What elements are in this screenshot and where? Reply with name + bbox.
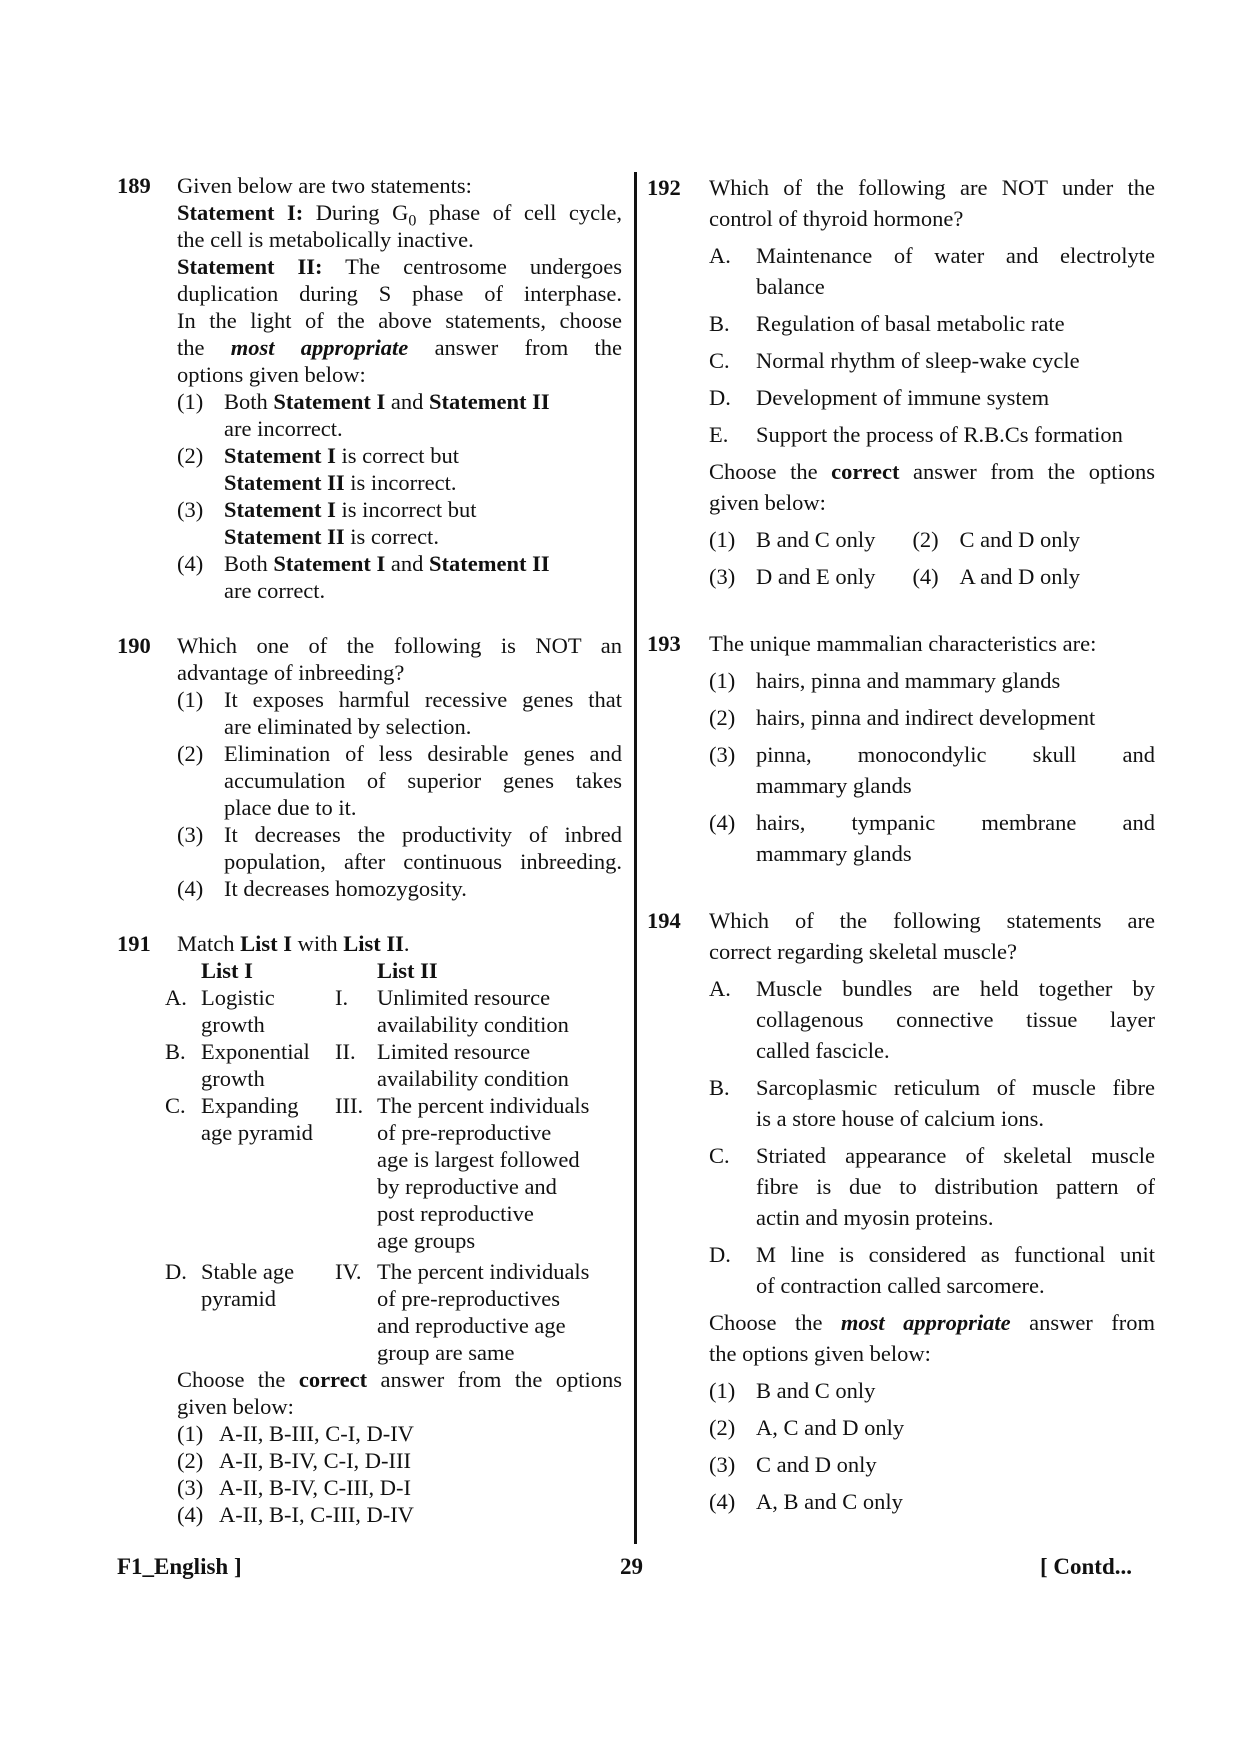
item-letter: C.: [709, 348, 730, 373]
question-190: [117, 632, 622, 902]
item-letter: B.: [709, 1075, 730, 1100]
option-3: [177, 1474, 622, 1501]
choose-prompt: [709, 1307, 1155, 1369]
question-number: 189: [117, 173, 151, 198]
option-4: [912, 561, 1155, 592]
option-1: [177, 388, 622, 442]
option-text: is incorrect.: [350, 470, 457, 495]
option-text: It decreases homozygosity.: [224, 876, 467, 901]
option-text: D and E only: [756, 564, 876, 589]
question-text: Which one of the following is NOT an: [177, 633, 622, 658]
item-letter: A.: [709, 243, 731, 268]
item-c: [709, 1140, 1155, 1233]
list-1-line: Exponential: [201, 1039, 310, 1064]
question-text-part: Match: [177, 931, 235, 956]
item-text: M line is considered as functional unit: [756, 1242, 1155, 1267]
option-4: [177, 875, 622, 902]
option-1: [709, 1375, 1155, 1406]
question-intro: Given below are two statements:: [177, 173, 472, 198]
prompt-line: options given below:: [177, 362, 366, 387]
list-2-line: Unlimited resource: [377, 985, 551, 1010]
list-2-header: List II: [377, 958, 438, 983]
choose-text: Choose the: [709, 1310, 823, 1335]
option-text: hairs, pinna and mammary glands: [756, 668, 1061, 693]
option-number: (1): [177, 687, 204, 712]
choose-line: [709, 1307, 1155, 1338]
item-letter: D.: [709, 385, 731, 410]
choose-text: answer from: [1029, 1310, 1155, 1335]
list-2-line: by reproductive and: [377, 1174, 557, 1199]
question-text: [177, 930, 622, 957]
choose-prompt: [709, 456, 1155, 518]
list-2-item: [377, 1038, 617, 1092]
option-text: B and C only: [756, 1378, 876, 1403]
list-2-line: The percent individuals: [377, 1093, 590, 1118]
choose-line: [709, 456, 1155, 487]
option-text: A and D only: [959, 564, 1081, 589]
option-text: B and C only: [756, 527, 876, 552]
option-text: It exposes harmful recessive genes that: [224, 687, 622, 712]
statement-2-line2: duplication during S phase of interphase.: [177, 281, 622, 306]
subscript: 0: [408, 212, 417, 230]
item-letter: D.: [709, 1242, 731, 1267]
row-label: B.: [165, 1039, 186, 1064]
option-number: (3): [177, 497, 204, 522]
list-2-line: availability condition: [377, 1012, 569, 1037]
option-number: (3): [709, 1452, 736, 1477]
item-b: [709, 308, 1155, 339]
item-letter: A.: [709, 976, 731, 1001]
question-192: [647, 172, 1155, 592]
question-number: 194: [647, 908, 681, 933]
option-3: [709, 561, 912, 592]
row-label: D.: [165, 1259, 187, 1284]
item-text: fibre is due to distribution pattern of: [756, 1174, 1155, 1199]
roman-numeral: I.: [335, 985, 349, 1010]
item-letter: E.: [709, 422, 729, 447]
option-number: (2): [177, 1448, 204, 1473]
option-number: (3): [177, 822, 204, 847]
option-number: (3): [177, 1475, 204, 1500]
option-bold: Statement II: [224, 524, 345, 549]
list-1-line: Expanding: [201, 1093, 299, 1118]
match-row: [165, 984, 625, 1038]
option-1: [177, 1420, 622, 1447]
choose-text: Choose the: [709, 459, 818, 484]
choose-bold: correct: [831, 459, 900, 484]
list-2-line: availability condition: [377, 1066, 569, 1091]
match-row: [165, 1038, 625, 1092]
option-number: (2): [709, 705, 736, 730]
item-text: collagenous connective tissue layer: [756, 1007, 1155, 1032]
item-text: balance: [756, 274, 825, 299]
option-number: (4): [709, 1489, 736, 1514]
question-189: [117, 172, 622, 604]
option-1: [709, 524, 912, 555]
list-1-header: List I: [201, 958, 253, 983]
option-text: is incorrect but: [341, 497, 477, 522]
option-text: C and D only: [959, 527, 1081, 552]
option-4: [709, 1486, 1155, 1517]
option-text: A-II, B-IV, C-I, D-III: [219, 1448, 412, 1473]
item-b: [709, 1072, 1155, 1134]
options-row: [709, 561, 1155, 592]
question-bold: List I: [240, 931, 292, 956]
question-text: correct regarding skeletal muscle?: [709, 939, 1017, 964]
option-bold: Statement I: [224, 443, 336, 468]
item-text: Maintenance of water and electrolyte: [756, 243, 1155, 268]
list-1-item: [201, 1258, 335, 1366]
question-text: Which of the following statements are: [709, 908, 1155, 933]
list-1-item: [201, 1038, 335, 1092]
match-row: [165, 1258, 625, 1366]
question-text: Which of the following are NOT under the: [709, 175, 1155, 200]
option-2: [177, 740, 622, 821]
question-number: 191: [117, 931, 151, 956]
option-text: accumulation of superior genes takes: [224, 768, 622, 793]
option-text: pinna, monocondylic skull and: [756, 742, 1155, 767]
column-divider: [634, 172, 637, 1544]
prompt-line: In the light of the above statements, choose: [177, 308, 622, 333]
option-text: mammary glands: [756, 773, 912, 798]
option-text: are incorrect.: [224, 416, 343, 441]
list-1-item: [201, 1092, 335, 1254]
option-text: Both: [224, 551, 268, 576]
statement-label: Statement II:: [177, 254, 323, 279]
option-text: Elimination of less desirable genes and: [224, 741, 622, 766]
choose-line: given below:: [177, 1394, 294, 1419]
item-e: [709, 419, 1155, 450]
option-text: and: [390, 389, 424, 414]
item-text: of contraction called sarcomere.: [756, 1273, 1045, 1298]
option-text: mammary glands: [756, 841, 912, 866]
option-text: A, B and C only: [756, 1489, 903, 1514]
roman-numeral: II.: [335, 1039, 356, 1064]
list-2-line: The percent individuals: [377, 1259, 590, 1284]
option-number: (4): [709, 810, 736, 835]
match-row: [165, 1092, 625, 1254]
option-text: A-II, B-IV, C-III, D-I: [219, 1475, 412, 1500]
emphasis: most appropriate: [230, 335, 409, 360]
list-2-line: Limited resource: [377, 1039, 531, 1064]
question-194: [647, 905, 1155, 1517]
question-text-part: .: [403, 931, 410, 956]
emphasis: most appropriate: [840, 1310, 1011, 1335]
item-text: is a store house of calcium ions.: [756, 1106, 1045, 1131]
option-number: (2): [177, 741, 204, 766]
option-text: is correct.: [350, 524, 439, 549]
item-text: Regulation of basal metabolic rate: [756, 311, 1065, 336]
list-2-line: of pre-reproductive: [377, 1120, 552, 1145]
match-table: [165, 957, 625, 1366]
option-number: (1): [709, 1378, 736, 1403]
item-d: [709, 382, 1155, 413]
list-2-line: of pre-reproductives: [377, 1286, 561, 1311]
question-text-part: with: [297, 931, 338, 956]
page-number: 29: [620, 1554, 643, 1579]
option-3: [709, 1449, 1155, 1480]
roman-numeral: III.: [335, 1093, 364, 1118]
option-3: [177, 496, 622, 550]
option-text: A-II, B-III, C-I, D-IV: [219, 1421, 414, 1446]
item-letter: C.: [709, 1143, 730, 1168]
statement-label: Statement I:: [177, 200, 304, 225]
option-text: A, C and D only: [756, 1415, 905, 1440]
option-number: (2): [177, 443, 204, 468]
item-d: [709, 1239, 1155, 1301]
option-bold: Statement II: [224, 470, 345, 495]
list-2-line: post reproductive: [377, 1201, 534, 1226]
item-text: Striated appearance of skeletal muscle: [756, 1143, 1155, 1168]
option-1: [709, 665, 1155, 696]
item-letter: B.: [709, 311, 730, 336]
option-2: [709, 702, 1155, 733]
question-text: advantage of inbreeding?: [177, 660, 405, 685]
list-1-line: age pyramid: [201, 1120, 313, 1145]
prompt-line: [177, 334, 622, 361]
list-1-line: growth: [201, 1012, 265, 1037]
question-text: The unique mammalian characteristics are:: [709, 631, 1097, 656]
choose-line: given below:: [709, 490, 826, 515]
item-c: [709, 345, 1155, 376]
option-number: (1): [709, 668, 736, 693]
statement-text: The centrosome undergoes: [345, 254, 622, 279]
option-2: [177, 1447, 622, 1474]
statement-1: [177, 199, 622, 230]
option-3: [709, 739, 1155, 801]
item-text: called fascicle.: [756, 1038, 890, 1063]
row-label: C.: [165, 1093, 186, 1118]
option-4: [709, 807, 1155, 869]
option-text: Both: [224, 389, 268, 414]
list-2-line: group are same: [377, 1340, 515, 1365]
option-text: population, after continuous inbreeding.: [224, 849, 622, 874]
item-text: actin and myosin proteins.: [756, 1205, 994, 1230]
option-bold: Statement I: [273, 389, 386, 414]
option-text: are correct.: [224, 578, 326, 603]
option-number: (4): [177, 1502, 204, 1527]
question-191: [117, 930, 622, 1528]
question-193: [647, 628, 1155, 869]
item-text: Development of immune system: [756, 385, 1050, 410]
option-number: (1): [177, 389, 204, 414]
question-number: 190: [117, 633, 151, 658]
option-text: place due to it.: [224, 795, 357, 820]
choose-bold: correct: [298, 1367, 368, 1392]
statement-1-line2: the cell is metabolically inactive.: [177, 227, 474, 252]
option-bold: Statement I: [224, 497, 336, 522]
statement-2: [177, 253, 622, 280]
prompt-text: the: [177, 335, 205, 360]
option-text: C and D only: [756, 1452, 877, 1477]
statement-text: phase of cell cycle,: [428, 200, 622, 225]
match-header: [165, 957, 625, 984]
list-1-line: pyramid: [201, 1286, 276, 1311]
list-1-line: growth: [201, 1066, 265, 1091]
list-1-item: [201, 984, 335, 1038]
question-text: control of thyroid hormone?: [709, 206, 964, 231]
roman-numeral: IV.: [335, 1259, 362, 1284]
option-text: is correct but: [341, 443, 459, 468]
option-number: (1): [709, 527, 736, 552]
option-number: (3): [709, 564, 736, 589]
choose-line: [177, 1366, 622, 1393]
item-text: Normal rhythm of sleep-wake cycle: [756, 348, 1080, 373]
item-a: [709, 973, 1155, 1066]
choose-text: answer from the options: [913, 459, 1156, 484]
option-1: [177, 686, 622, 740]
list-2-line: age groups: [377, 1228, 476, 1253]
choose-text: answer from the options: [380, 1367, 622, 1392]
options-row: [709, 524, 1155, 555]
list-2-line: age is largest followed: [377, 1147, 580, 1172]
option-text: hairs, pinna and indirect development: [756, 705, 1096, 730]
option-text: It decreases the productivity of inbred: [224, 822, 622, 847]
option-2: [709, 1412, 1155, 1443]
option-number: (3): [709, 742, 736, 767]
option-number: (2): [912, 527, 939, 552]
choose-line: the options given below:: [709, 1341, 931, 1366]
list-2-item: [377, 1258, 617, 1366]
row-label: A.: [165, 985, 187, 1010]
option-3: [177, 821, 622, 875]
statement-text: During G: [315, 200, 409, 225]
list-2-item: [377, 984, 617, 1038]
option-text: and: [390, 551, 424, 576]
option-number: (2): [709, 1415, 736, 1440]
left-column: [117, 172, 622, 1528]
option-2: [177, 442, 622, 496]
right-column: [647, 172, 1155, 1517]
option-text: are eliminated by selection.: [224, 714, 472, 739]
list-1-line: Logistic: [201, 985, 275, 1010]
item-text: Sarcoplasmic reticulum of muscle fibre: [756, 1075, 1155, 1100]
option-number: (1): [177, 1421, 204, 1446]
item-a: [709, 240, 1155, 302]
footer-right: [ Contd...: [1040, 1554, 1133, 1579]
footer-left: F1_English ]: [117, 1554, 242, 1579]
option-text: hairs, tympanic membrane and: [756, 810, 1155, 835]
option-bold: Statement II: [429, 389, 550, 414]
list-1-line: Stable age: [201, 1259, 295, 1284]
option-text: A-II, B-I, C-III, D-IV: [219, 1502, 414, 1527]
choose-text: Choose the: [177, 1367, 286, 1392]
list-2-line: and reproductive age: [377, 1313, 566, 1338]
option-4: [177, 550, 622, 604]
option-number: (4): [177, 876, 204, 901]
list-2-item: [377, 1092, 617, 1254]
option-number: (4): [912, 564, 939, 589]
item-text: Support the process of R.B.Cs formation: [756, 422, 1123, 447]
option-2: [912, 524, 1155, 555]
item-text: Muscle bundles are held together by: [756, 976, 1155, 1001]
question-number: 193: [647, 631, 681, 656]
question-number: 192: [647, 175, 681, 200]
option-bold: Statement I: [273, 551, 386, 576]
prompt-text: answer from the: [434, 335, 623, 360]
question-bold: List II: [343, 931, 404, 956]
option-bold: Statement II: [429, 551, 550, 576]
option-number: (4): [177, 551, 204, 576]
option-4: [177, 1501, 622, 1528]
